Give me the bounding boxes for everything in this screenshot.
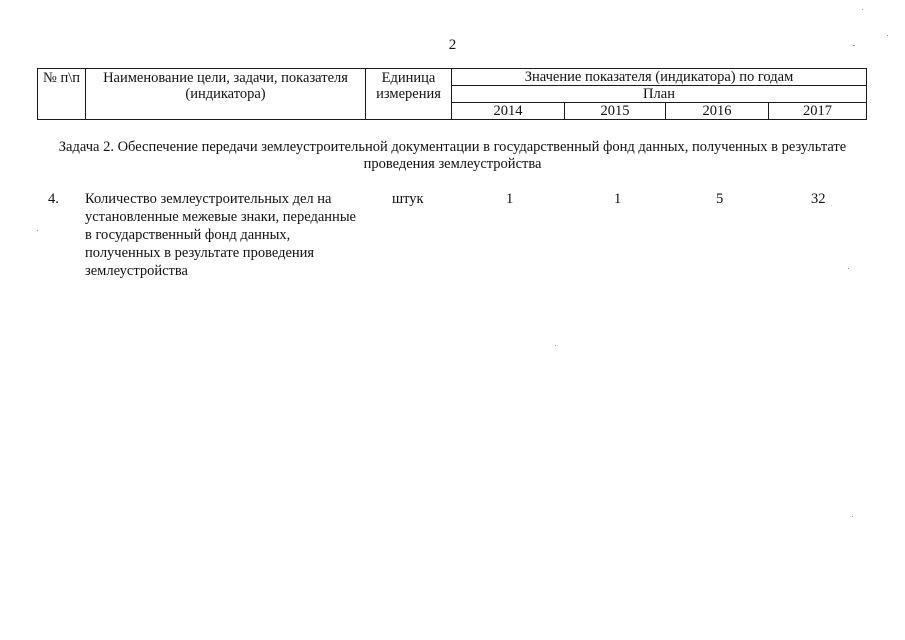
header-year-2015: 2015 (565, 103, 666, 120)
row-value-2014: 1 (506, 191, 514, 207)
scan-speck (887, 35, 888, 36)
row-indicator-name: Количество землеустроительных дел на установленные межевые знаки, переданные в государственный фонд данных, полученных в результате проведения землеустройства (85, 191, 356, 279)
header-num-column: № п\п (38, 69, 86, 120)
task-heading: Задача 2. Обеспечение передачи землеустроительной документации в государственный фонд данных, полученных в результате проведения землеустройства (58, 139, 847, 172)
row-number: 4. (48, 191, 59, 207)
row-value-2016: 5 (716, 191, 724, 207)
scan-speck (555, 345, 556, 346)
header-values-column: Значение показателя (индикатора) по годам (452, 69, 867, 86)
header-plan-label: План (452, 86, 867, 103)
scan-speck (853, 45, 855, 46)
scan-speck (862, 9, 863, 10)
indicator-table-header (37, 68, 867, 120)
row-unit: штук (392, 191, 424, 207)
row-value-2015: 1 (614, 191, 622, 207)
scan-speck (848, 268, 849, 269)
header-year-2014: 2014 (452, 103, 565, 120)
header-unit-column: Единица измерения (366, 69, 452, 120)
scan-speck (37, 230, 38, 231)
row-value-2017: 32 (811, 191, 826, 207)
page-number: 2 (448, 37, 457, 53)
scan-speck (852, 516, 853, 517)
header-name-column: Наименование цели, задачи, показателя (индикатора) (86, 69, 366, 120)
header-year-2017: 2017 (769, 103, 867, 120)
header-year-2016: 2016 (666, 103, 769, 120)
